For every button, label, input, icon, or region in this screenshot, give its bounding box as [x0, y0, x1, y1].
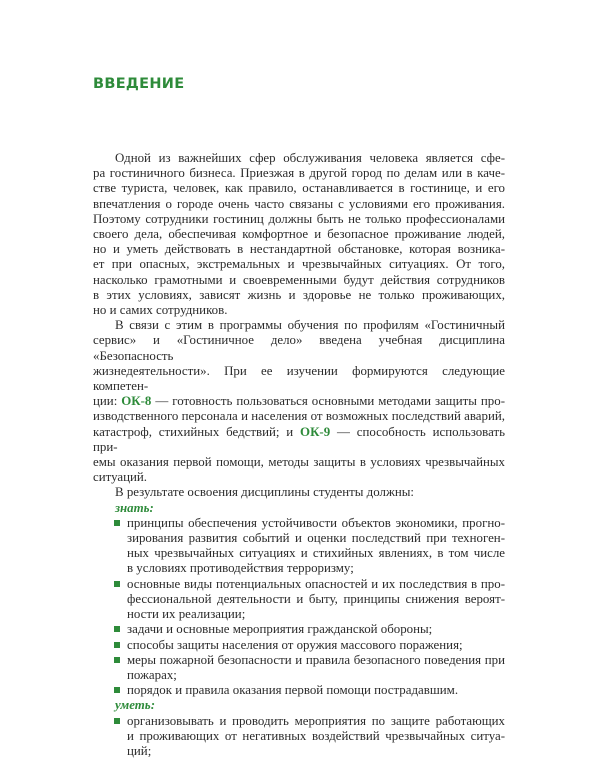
competence-ok9: ОК-9	[300, 424, 331, 439]
list-item-line: пожарах;	[127, 667, 177, 682]
text-line: насколько грамотными и своевременными будут действия сотрудников	[93, 272, 505, 287]
text-line: емы оказания первой помощи, методы защиты в условиях чрезвычайных	[93, 455, 505, 470]
know-list	[93, 516, 505, 698]
list-item-line: и проживающих от негативных воздействий чрезвычайных ситуа-	[127, 728, 505, 743]
square-bullet-icon	[114, 687, 120, 693]
section-heading: ВВЕДЕНИЕ	[93, 76, 185, 92]
list-item-line: принципы обеспечения устойчивости объектов экономики, прогно-	[127, 515, 505, 530]
list-item-line: ций;	[127, 743, 152, 758]
square-bullet-icon	[114, 626, 120, 632]
intro-paragraph	[93, 151, 505, 318]
body-text	[93, 151, 505, 759]
list-item-line: фессиональной деятельности и быту, принципы снижения вероят-	[127, 591, 505, 606]
text-line: в этих условиях, зависят жизнь и здоровье не только проживающих,	[93, 287, 505, 302]
list-item-line: организовывать и проводить мероприятия по защите работающих	[127, 713, 505, 728]
program-paragraph	[93, 318, 505, 485]
list-item-line: задачи и основные мероприятия гражданской обороны;	[127, 622, 433, 637]
list-item-line: ных чрезвычайных ситуациях и стихийных явлениях, в том числе	[127, 546, 505, 561]
text-line: ситуаций.	[93, 470, 147, 485]
can-list	[93, 714, 505, 759]
square-bullet-icon	[114, 581, 120, 587]
list-item	[93, 577, 505, 623]
competence-ok8: ОК-8	[121, 394, 152, 409]
text-line: В связи с этим в программы обучения по профилям «Гостиничный	[115, 318, 505, 333]
can-label: уметь:	[115, 698, 155, 713]
text-line: своего дела, обеспечивая комфортное и безопасное проживание людей,	[93, 227, 505, 242]
list-item-line: ности их реализации;	[127, 607, 246, 622]
text-line: изводственного персонала и населения от возможных последствий аварий,	[93, 409, 505, 424]
list-item-line: в условиях противодействия терроризму;	[127, 561, 354, 576]
list-item-line: порядок и правила оказания первой помощи пострадавшим.	[127, 683, 459, 698]
list-item-line: способы защиты населения от оружия массового поражения;	[127, 637, 463, 652]
list-item	[93, 714, 505, 759]
list-item	[93, 653, 505, 683]
text-line: катастроф, стихийных бедствий; и ОК-9 — способность использовать при-	[93, 424, 505, 454]
text-line: но и уметь действовать в нестандартной обстановке, которая возника-	[93, 242, 505, 257]
list-item	[93, 516, 505, 577]
text-line: жизнедеятельности». При ее изучении формируются следующие компетен-	[93, 363, 505, 394]
text-line: Одной из важнейших сфер обслуживания человека является сфе-	[115, 151, 505, 165]
list-item-line: зирования развития событий и оценки последствий при техноген-	[127, 531, 505, 546]
list-item	[93, 638, 505, 653]
list-item-line: меры пожарной безопасности и правила безопасного поведения при	[127, 652, 505, 667]
text-line: ра гостиничного бизнеса. Приезжая в другой город по делам или в каче-	[93, 166, 505, 181]
text-line: но и самих сотрудников.	[93, 303, 228, 318]
list-item	[93, 622, 505, 637]
list-item	[93, 683, 505, 698]
list-item-line: основные виды потенциальных опасностей и их последствия в про-	[127, 576, 505, 591]
square-bullet-icon	[114, 657, 120, 663]
text-line: ет при опасных, экстремальных и чрезвычайных ситуациях. От того,	[93, 257, 505, 272]
text-line: сервис» и «Гостиничное дело» введена учебная дисциплина «Безопасность	[93, 333, 505, 363]
text-line: стве туриста, человек, как правило, останавливается в гостинице, и его	[93, 181, 505, 196]
text-line: Поэтому сотрудники гостиниц должны быть не только профессионалами	[93, 211, 505, 226]
text-line: впечатления о городе очень часто связаны с условиями его проживания.	[93, 196, 505, 211]
know-label: знать:	[115, 500, 154, 515]
square-bullet-icon	[114, 642, 120, 648]
square-bullet-icon	[114, 520, 120, 526]
result-line: В результате освоения дисциплины студенты должны:	[115, 485, 414, 500]
square-bullet-icon	[114, 718, 120, 724]
text-line: ции: ОК-8 — готовность пользоваться основными методами защиты про-	[93, 394, 505, 409]
